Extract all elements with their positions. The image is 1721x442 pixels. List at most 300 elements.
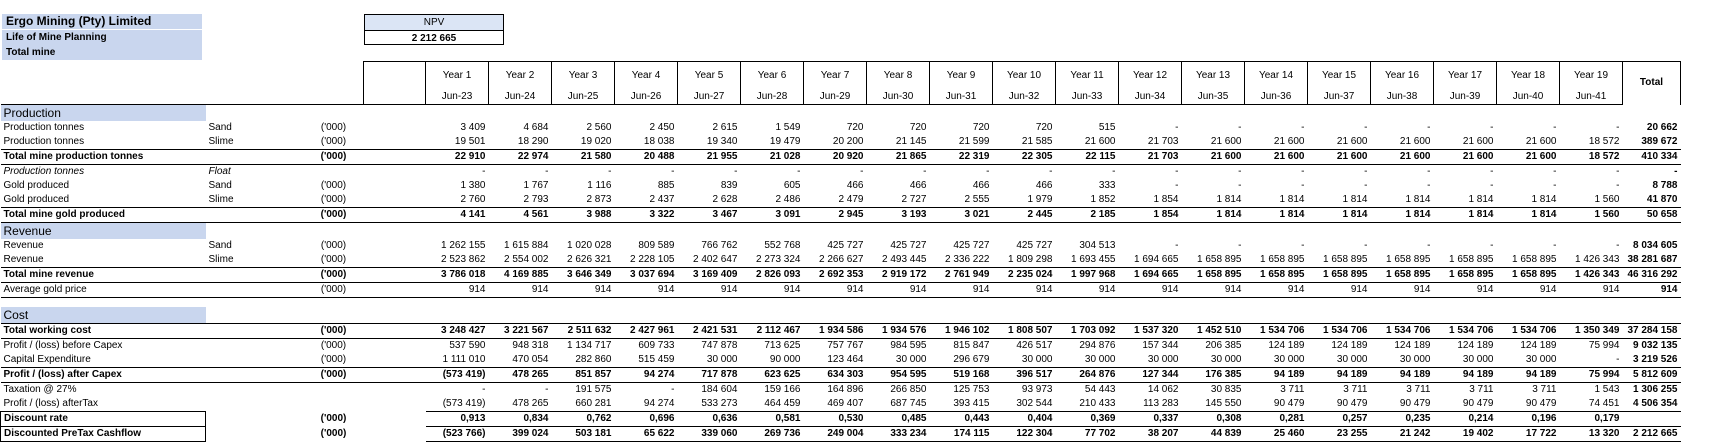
value-cell: 21 600 [1308, 150, 1371, 165]
total-row [1, 368, 1681, 383]
value-cell: 2 727 [901, 194, 927, 205]
value-cell: 2 511 632 [552, 324, 615, 339]
blank-cell [364, 193, 426, 208]
value-cell: 22 974 [489, 150, 552, 165]
total-cell: 9 032 135 [1633, 340, 1678, 351]
total-cell [1623, 412, 1681, 427]
value-cell: 2 554 002 [504, 254, 549, 265]
value-cell: 18 038 [643, 136, 675, 147]
value-cell: 3 322 [615, 208, 678, 223]
value-cell: 1 658 895 [1197, 254, 1242, 265]
value-cell: 2 402 647 [693, 254, 738, 265]
value-cell: 1 814 [1279, 194, 1305, 205]
value-cell: - [1112, 166, 1116, 177]
value-cell: 2 626 321 [567, 254, 612, 265]
value-cell: 1 020 028 [567, 240, 612, 251]
value-cell: 914 [552, 283, 615, 298]
value-cell: 333 [1098, 180, 1116, 191]
value-cell: - [1616, 354, 1620, 365]
spacer-row [1, 298, 1681, 308]
value-cell: 124 189 [1394, 340, 1431, 351]
value-cell: 1 658 895 [1512, 254, 1557, 265]
value-cell: 515 459 [638, 354, 675, 365]
row-label: Discount rate [1, 412, 206, 427]
blank-cell [364, 353, 426, 368]
value-cell: 21 585 [1021, 136, 1053, 147]
value-cell: (573 419) [426, 368, 489, 383]
row-label: Total mine production tonnes [1, 150, 206, 165]
value-cell: 21 600 [1336, 136, 1368, 147]
data-row [1, 165, 1681, 180]
value-cell: 18 572 [1560, 150, 1623, 165]
value-cell: 20 488 [615, 150, 678, 165]
value-cell: 1 534 706 [1245, 324, 1308, 339]
npv-box [364, 14, 504, 45]
value-cell: 0,530 [804, 412, 867, 427]
value-cell: 21 600 [1182, 150, 1245, 165]
value-cell: 21 600 [1525, 136, 1557, 147]
value-cell: 19 501 [454, 136, 486, 147]
value-cell: 2 266 627 [819, 254, 864, 265]
value-cell: 21 600 [1497, 150, 1560, 165]
value-cell: - [1301, 180, 1305, 191]
blank-cell [364, 208, 426, 223]
value-cell: 3 988 [552, 208, 615, 223]
date-header: Jun-29 [804, 90, 867, 105]
value-cell: 948 318 [512, 340, 549, 351]
value-cell: 94 274 [615, 368, 678, 383]
value-cell: 1 615 884 [504, 240, 549, 251]
date-header: Jun-36 [1245, 90, 1308, 105]
value-cell: 0,369 [1056, 412, 1119, 427]
material-label: Slime [208, 136, 234, 147]
value-cell: 2 826 093 [741, 268, 804, 283]
value-cell: 2 437 [649, 194, 675, 205]
row-label: Gold produced [3, 180, 70, 191]
value-cell: 44 839 [1182, 427, 1245, 442]
material-label [206, 412, 304, 427]
value-cell: 2 555 [964, 194, 990, 205]
total-cell: 50 658 [1623, 208, 1681, 223]
date-header: Jun-32 [993, 90, 1056, 105]
blank-cell [304, 62, 364, 91]
value-cell: 77 702 [1056, 427, 1119, 442]
value-cell: - [1427, 240, 1431, 251]
value-cell: 30 000 [895, 354, 927, 365]
value-cell: 720 [846, 122, 864, 133]
value-cell: 3 711 [1406, 384, 1431, 395]
data-row [1, 193, 1681, 208]
blank-cell [364, 383, 426, 398]
value-cell: 1 694 665 [1134, 254, 1179, 265]
value-cell: 113 283 [1143, 398, 1179, 409]
row-label: Total mine gold produced [1, 208, 206, 223]
value-cell: 1 934 576 [867, 324, 930, 339]
value-cell: 264 876 [1056, 368, 1119, 383]
value-cell: 1 658 895 [1434, 268, 1497, 283]
value-cell: 3 786 018 [426, 268, 489, 283]
value-cell: 75 994 [1560, 368, 1623, 383]
data-row [1, 353, 1681, 368]
value-cell: 38 207 [1119, 427, 1182, 442]
value-cell: 1 452 510 [1182, 324, 1245, 339]
value-cell: 885 [657, 180, 675, 191]
value-cell: 3 091 [741, 208, 804, 223]
value-cell: 3 169 409 [678, 268, 741, 283]
year-header: Year 8 [867, 62, 930, 91]
value-cell: 425 727 [953, 240, 990, 251]
value-cell: 0,281 [1245, 412, 1308, 427]
value-cell: 1 111 010 [442, 354, 486, 365]
value-cell: 720 [909, 122, 927, 133]
date-header: Jun-34 [1119, 90, 1182, 105]
value-cell: - [671, 384, 675, 395]
value-cell: 2 421 531 [678, 324, 741, 339]
value-cell: 1 979 [1027, 194, 1053, 205]
value-cell: 1 814 [1371, 208, 1434, 223]
value-cell: 125 753 [953, 384, 990, 395]
value-cell: - [1490, 180, 1494, 191]
value-cell: 2 560 [586, 122, 612, 133]
blank-cell [206, 105, 1681, 122]
year-header: Year 16 [1371, 62, 1434, 91]
value-cell: 294 876 [1079, 340, 1116, 351]
value-cell: 609 733 [638, 340, 675, 351]
value-cell: - [671, 166, 675, 177]
value-cell: - [1301, 240, 1305, 251]
npv-label: NPV [365, 15, 503, 31]
value-cell: 90 479 [1336, 398, 1368, 409]
value-cell: 0,308 [1182, 412, 1245, 427]
value-cell: 93 973 [1021, 384, 1053, 395]
value-cell: 720 [1035, 122, 1053, 133]
subtitle-life-of-mine: Life of Mine Planning [2, 30, 202, 45]
value-cell: 809 589 [638, 240, 675, 251]
value-cell: 605 [783, 180, 801, 191]
year-header: Year 7 [804, 62, 867, 91]
value-cell: 20 920 [804, 150, 867, 165]
blank-cell [206, 307, 1681, 324]
row-label: Discounted PreTax Cashflow [1, 427, 206, 442]
value-cell: 1 543 [1594, 384, 1620, 395]
value-cell: 0,337 [1119, 412, 1182, 427]
value-cell: 21 703 [1119, 150, 1182, 165]
value-cell: 65 622 [615, 427, 678, 442]
material-label: Float [208, 166, 231, 177]
material-label [206, 208, 304, 223]
total-cell: 8 034 605 [1633, 240, 1678, 251]
value-cell: 1 934 586 [804, 324, 867, 339]
total-cell: 2 212 665 [1623, 427, 1681, 442]
value-cell: 914 [993, 283, 1056, 298]
value-cell: 94 274 [643, 398, 675, 409]
value-cell: 478 265 [512, 398, 549, 409]
value-cell: 94 189 [1434, 368, 1497, 383]
value-cell: 21 703 [1147, 136, 1179, 147]
date-header: Jun-27 [678, 90, 741, 105]
value-cell: 2 793 [523, 194, 549, 205]
value-cell: 1 549 [775, 122, 801, 133]
value-cell: 1 767 [523, 180, 549, 191]
value-cell: 17 722 [1497, 427, 1560, 442]
value-cell: 4 684 [523, 122, 549, 133]
value-cell: 30 000 [1525, 354, 1557, 365]
material-label: Slime [208, 194, 234, 205]
value-cell: - [1301, 166, 1305, 177]
value-cell: 914 [1560, 283, 1623, 298]
value-cell: 1 808 507 [993, 324, 1056, 339]
value-cell: 914 [741, 283, 804, 298]
value-cell: 914 [1434, 283, 1497, 298]
value-cell: 21 145 [895, 136, 927, 147]
value-cell: 2 945 [804, 208, 867, 223]
value-cell: 94 189 [1371, 368, 1434, 383]
value-cell: 30 000 [1399, 354, 1431, 365]
value-cell: 3 711 [1469, 384, 1494, 395]
blank-cell [1, 298, 1681, 308]
value-cell: 396 517 [993, 368, 1056, 383]
blank-cell [364, 283, 426, 298]
value-cell: 145 550 [1205, 398, 1242, 409]
value-cell: 1 946 102 [930, 324, 993, 339]
value-cell: 757 767 [827, 340, 864, 351]
year-header: Year 9 [930, 62, 993, 91]
material-label [206, 283, 304, 298]
value-cell: 124 189 [1457, 340, 1494, 351]
value-cell: 2 450 [649, 122, 675, 133]
value-cell: 30 000 [1336, 354, 1368, 365]
value-cell: - [1364, 166, 1368, 177]
value-cell: 74 451 [1588, 398, 1620, 409]
value-cell: 399 024 [489, 427, 552, 442]
value-cell: 269 736 [741, 427, 804, 442]
value-cell: 1 814 [1216, 194, 1242, 205]
row-label: Profit / (loss) after Capex [1, 368, 206, 383]
value-cell: 1 814 [1531, 194, 1557, 205]
value-cell: - [1553, 180, 1557, 191]
value-cell: 0,235 [1371, 412, 1434, 427]
value-cell: - [1553, 122, 1557, 133]
value-cell: 914 [867, 283, 930, 298]
value-cell: 22 305 [993, 150, 1056, 165]
data-row [1, 253, 1681, 268]
year-header: Year 11 [1056, 62, 1119, 91]
value-cell: 30 000 [1210, 354, 1242, 365]
unit-label: ('000) [304, 368, 364, 383]
value-cell: - [545, 384, 549, 395]
value-cell: 0,581 [741, 412, 804, 427]
unit-label: ('000) [320, 122, 347, 133]
value-cell: 1 814 [1308, 208, 1371, 223]
blank-cell [364, 121, 426, 135]
row-label: Profit / (loss) afterTax [3, 398, 98, 409]
year-header: Year 10 [993, 62, 1056, 91]
value-cell: 1 814 [1342, 194, 1368, 205]
blank-cell [304, 90, 364, 105]
date-header: Jun-40 [1497, 90, 1560, 105]
material-label: Sand [208, 122, 232, 133]
value-cell: 914 [1245, 283, 1308, 298]
value-cell: 914 [615, 283, 678, 298]
value-cell: 3 711 [1343, 384, 1368, 395]
value-cell: 21 955 [678, 150, 741, 165]
unit-label [304, 165, 364, 180]
value-cell: 90 479 [1273, 398, 1305, 409]
year-header: Year 14 [1245, 62, 1308, 91]
total-cell: 20 662 [1646, 122, 1678, 133]
unit-label: ('000) [320, 428, 347, 439]
value-cell: 30 000 [1021, 354, 1053, 365]
value-cell: 18 290 [517, 136, 549, 147]
value-cell: 478 265 [489, 368, 552, 383]
value-cell: 766 762 [701, 240, 738, 251]
value-cell: 1 814 [1405, 194, 1431, 205]
value-cell: 466 [909, 180, 927, 191]
value-cell: 21 600 [1399, 136, 1431, 147]
value-cell: - [1616, 180, 1620, 191]
value-cell: 687 745 [890, 398, 927, 409]
value-cell: 515 [1098, 122, 1116, 133]
value-cell: - [986, 166, 990, 177]
total-cell: 914 [1623, 283, 1681, 298]
value-cell: 90 479 [1399, 398, 1431, 409]
unit-label: ('000) [304, 208, 364, 223]
value-cell: 19 479 [769, 136, 801, 147]
unit-label [304, 397, 364, 412]
value-cell: - [608, 166, 612, 177]
value-cell: 249 004 [804, 427, 867, 442]
total-cell: 5 812 609 [1623, 368, 1681, 383]
value-cell: 914 [1371, 283, 1434, 298]
value-cell: 30 000 [1273, 354, 1305, 365]
value-cell: - [1175, 122, 1179, 133]
value-cell: 191 575 [575, 384, 612, 395]
value-cell: 1 809 298 [1008, 254, 1053, 265]
value-cell: 914 [678, 283, 741, 298]
total-cell: 410 334 [1623, 150, 1681, 165]
unit-label: ('000) [320, 194, 347, 205]
value-cell: 466 [1035, 180, 1053, 191]
value-cell: 1 854 [1153, 194, 1179, 205]
row-label: Production tonnes [3, 166, 85, 177]
value-cell: 2 479 [838, 194, 864, 205]
value-cell: 1 814 [1434, 208, 1497, 223]
value-cell: 0,257 [1308, 412, 1371, 427]
blank-cell [364, 324, 426, 339]
unit-label: ('000) [304, 324, 364, 339]
value-cell: 470 054 [512, 354, 549, 365]
value-cell: 1 658 895 [1323, 254, 1368, 265]
value-cell: 1 262 155 [441, 240, 486, 251]
value-cell: 1 814 [1182, 208, 1245, 223]
blank-cell [364, 339, 426, 354]
value-cell: 21 600 [1210, 136, 1242, 147]
value-cell: 21 600 [1084, 136, 1116, 147]
value-cell: 0,913 [426, 412, 489, 427]
header-box-cell [364, 62, 426, 91]
value-cell: 21 580 [552, 150, 615, 165]
value-cell: 815 847 [953, 340, 990, 351]
value-cell: - [1490, 122, 1494, 133]
value-cell: 2 486 [775, 194, 801, 205]
data-row [1, 383, 1681, 398]
total-cell: 4 506 354 [1633, 398, 1678, 409]
value-cell: 0,696 [615, 412, 678, 427]
value-cell: - [1238, 180, 1242, 191]
value-cell: 1 380 [460, 180, 486, 191]
value-cell: 1 560 [1560, 208, 1623, 223]
value-cell: 124 189 [1268, 340, 1305, 351]
value-cell: 1 658 895 [1260, 254, 1305, 265]
value-cell: 0,636 [678, 412, 741, 427]
date-header: Jun-31 [930, 90, 993, 105]
material-label [206, 324, 304, 339]
value-cell: 18 572 [1588, 136, 1620, 147]
section-label: Production [1, 105, 206, 122]
value-cell: 464 459 [764, 398, 801, 409]
value-cell: - [1238, 166, 1242, 177]
value-cell: 0,404 [993, 412, 1056, 427]
unit-label: ('000) [320, 340, 347, 351]
value-cell: - [1616, 166, 1620, 177]
value-cell: 0,214 [1434, 412, 1497, 427]
value-cell: 1 854 [1119, 208, 1182, 223]
value-cell: 914 [1308, 283, 1371, 298]
npv-value: 2 212 665 [411, 33, 457, 44]
value-cell: 1 694 665 [1119, 268, 1182, 283]
value-cell: 425 727 [827, 240, 864, 251]
value-cell: 2 228 105 [630, 254, 675, 265]
value-cell: 3 711 [1532, 384, 1557, 395]
value-cell: 0,834 [489, 412, 552, 427]
data-row [1, 239, 1681, 253]
value-cell: 469 407 [827, 398, 864, 409]
total-row [1, 150, 1681, 165]
value-cell: 19 020 [580, 136, 612, 147]
value-cell: 2 273 324 [756, 254, 801, 265]
value-cell: 1 116 [587, 180, 612, 191]
value-cell: 157 344 [1142, 340, 1179, 351]
value-cell: - [1364, 122, 1368, 133]
value-cell: 0,179 [1560, 412, 1623, 427]
value-cell: 122 304 [993, 427, 1056, 442]
date-header: Jun-37 [1308, 90, 1371, 105]
blank-cell [364, 239, 426, 253]
value-cell: - [1238, 122, 1242, 133]
value-cell: 1 852 [1090, 194, 1116, 205]
value-cell: - [1175, 166, 1179, 177]
value-cell: 2 615 [712, 122, 738, 133]
value-cell: 0,443 [930, 412, 993, 427]
value-cell: 164 896 [827, 384, 864, 395]
value-cell: 2 919 172 [867, 268, 930, 283]
total-cell: 8 788 [1652, 180, 1678, 191]
data-row [1, 339, 1681, 354]
value-cell: 1 426 343 [1575, 254, 1620, 265]
value-cell: 22 319 [930, 150, 993, 165]
value-cell: 0,196 [1497, 412, 1560, 427]
value-cell: 466 [972, 180, 990, 191]
value-cell: 3 221 567 [489, 324, 552, 339]
blank-cell [364, 412, 426, 427]
row-label: Revenue [3, 254, 44, 265]
value-cell: 174 115 [930, 427, 993, 442]
blank-cell [364, 179, 426, 193]
value-cell: 1 658 895 [1182, 268, 1245, 283]
blank-cell [364, 397, 426, 412]
value-cell: 466 [846, 180, 864, 191]
value-cell: 333 234 [867, 427, 930, 442]
